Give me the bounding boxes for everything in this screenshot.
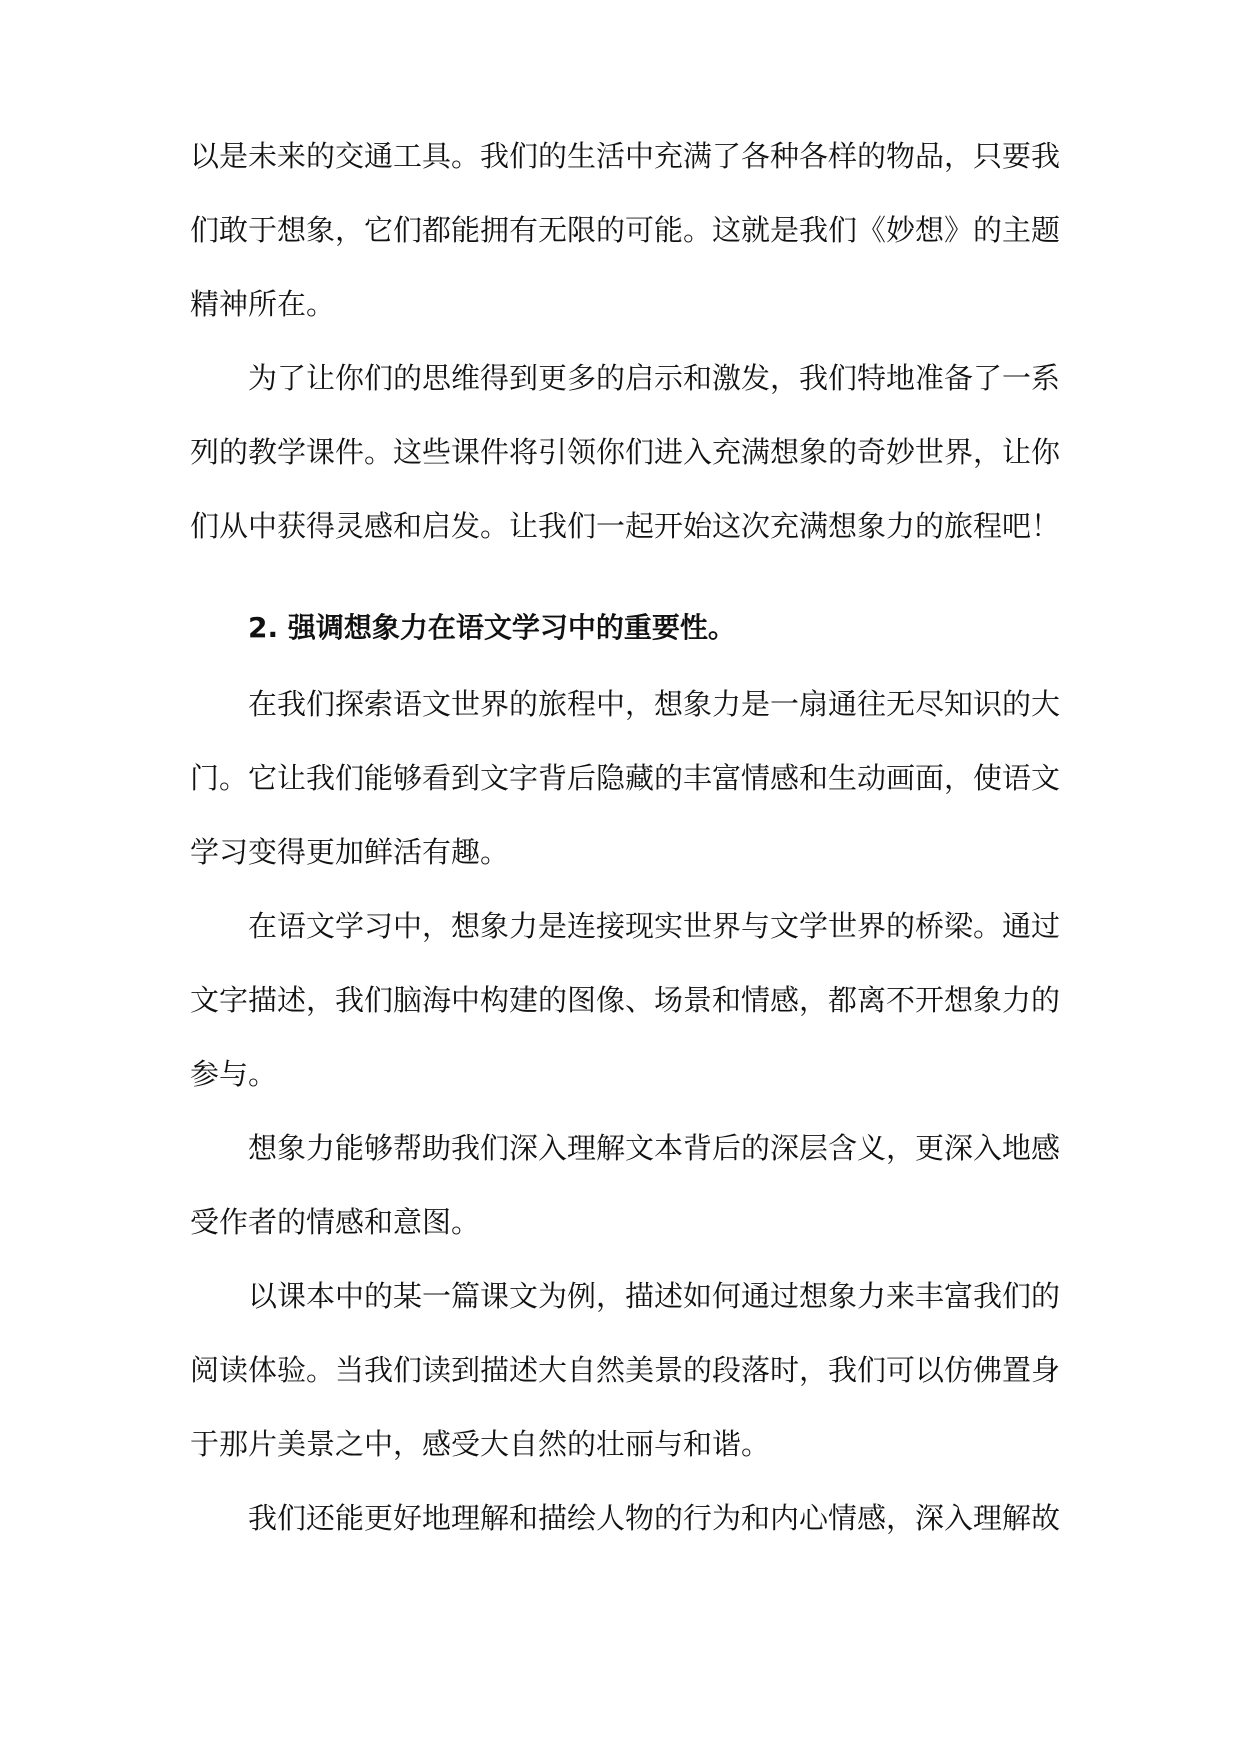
paragraph-line: 我们还能更好地理解和描绘人物的行为和内心情感，深入理解故 <box>248 1501 1061 1535</box>
paragraph-line: 以课本中的某一篇课文为例，描述如何通过想象力来丰富我们的 <box>248 1279 1061 1313</box>
paragraph-line: 为了让你们的思维得到更多的启示和激发，我们特地准备了一系 <box>248 361 1061 395</box>
paragraph-line: 门。它让我们能够看到文字背后隐藏的丰富情感和生动画面，使语文 <box>190 761 1061 795</box>
paragraph-line: 列的教学课件。这些课件将引领你们进入充满想象的奇妙世界，让你 <box>190 435 1061 469</box>
paragraph-line: 受作者的情感和意图。 <box>190 1205 481 1239</box>
paragraph-line: 精神所在。 <box>190 287 336 321</box>
section-heading: 2. 强调想象力在语文学习中的重要性。 <box>248 611 736 644</box>
paragraph-line: 参与。 <box>190 1057 278 1091</box>
paragraph-line: 文字描述，我们脑海中构建的图像、场景和情感，都离不开想象力的 <box>190 983 1061 1017</box>
paragraph-line: 们从中获得灵感和启发。让我们一起开始这次充满想象力的旅程吧！ <box>190 509 1061 543</box>
paragraph-line: 在语文学习中，想象力是连接现实世界与文学世界的桥梁。通过 <box>248 909 1061 943</box>
paragraph-line: 在我们探索语文世界的旅程中，想象力是一扇通往无尽知识的大 <box>248 687 1061 721</box>
paragraph-line: 于那片美景之中，感受大自然的壮丽与和谐。 <box>190 1427 771 1461</box>
paragraph-line: 学习变得更加鲜活有趣。 <box>190 835 510 869</box>
paragraph-line: 以是未来的交通工具。我们的生活中充满了各种各样的物品，只要我 <box>190 139 1061 173</box>
paragraph-line: 们敢于想象，它们都能拥有无限的可能。这就是我们《妙想》的主题 <box>190 213 1061 247</box>
paragraph-line: 阅读体验。当我们读到描述大自然美景的段落时，我们可以仿佛置身 <box>190 1353 1061 1387</box>
paragraph-line: 想象力能够帮助我们深入理解文本背后的深层含义，更深入地感 <box>248 1131 1061 1165</box>
